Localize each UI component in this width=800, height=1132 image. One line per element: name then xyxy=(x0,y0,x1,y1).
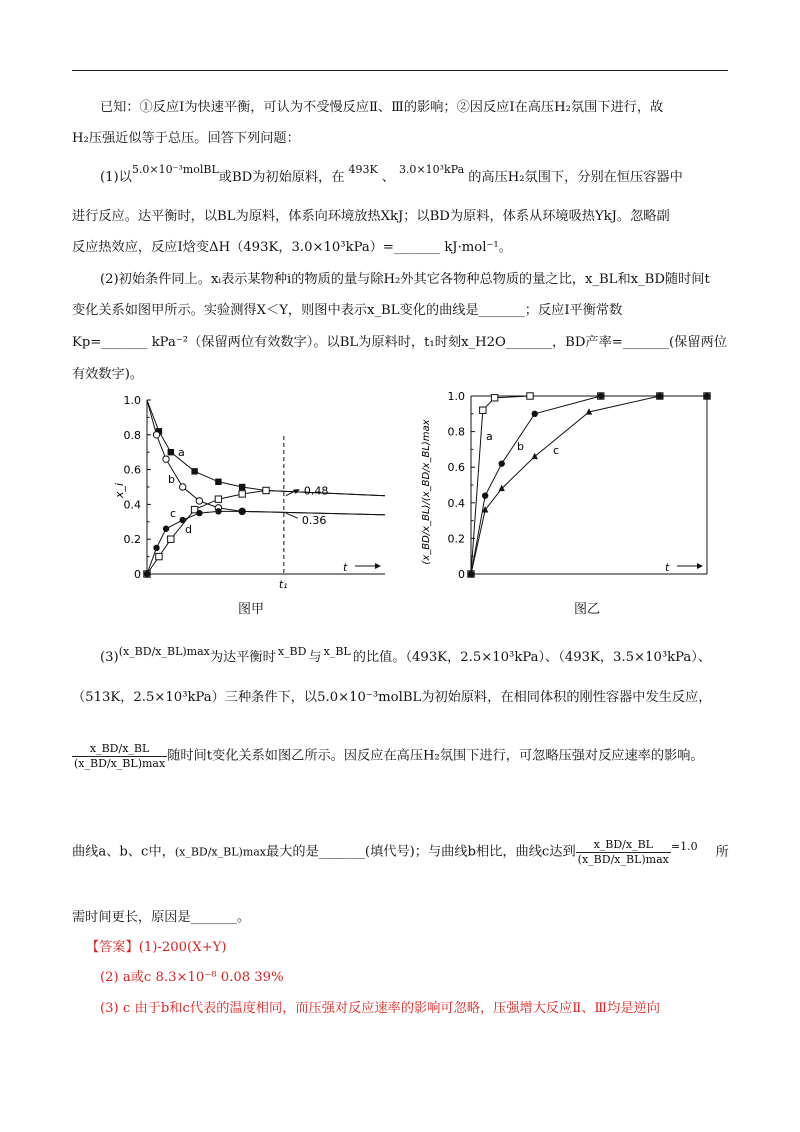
question-1-line-2: 进行反应。达平衡时，以BL为原料，体系向环境放热XkJ；以BD为原料，体系从环境吸热YkJ。忽略副 xyxy=(72,209,670,224)
question-3-line-4 xyxy=(72,838,729,867)
series-label-a: a xyxy=(486,430,493,443)
q3-xbd: x_BD xyxy=(277,645,307,658)
q1-prefix: (1)以 xyxy=(100,170,132,185)
q1-concentration: 5.0×10⁻³molBL xyxy=(131,163,219,176)
y-tick-label: 0 xyxy=(458,568,465,581)
annotation-arrow-036 xyxy=(286,513,298,518)
q3d-post: 所 xyxy=(715,844,729,860)
data-point-b xyxy=(598,393,604,399)
series-label-d: d xyxy=(185,523,192,536)
question-3-line-2: （513K，2.5×10³kPa）三种条件下，以5.0×10⁻³molBL为初始原料，在相同体积的刚性容器中发生反应， xyxy=(72,690,712,705)
x-axis-label: t xyxy=(343,561,348,574)
y-tick-label: 1.0 xyxy=(447,390,465,403)
data-point-b xyxy=(196,498,202,504)
y-tick-label: 0.6 xyxy=(447,461,465,475)
answer-2: (2) a或c 8.3×10⁻⁸ 0.08 39% xyxy=(100,970,284,985)
q1-post: 的高压H₂氛围下，分别在恒压容器中 xyxy=(468,170,683,185)
data-point-a xyxy=(191,468,197,474)
chart-fig2 xyxy=(405,388,715,600)
q3-mid: 为达平衡时 xyxy=(209,650,276,665)
data-point-c xyxy=(156,553,162,559)
q1-mid: 或BD为初始原料，在 xyxy=(218,170,345,185)
data-point-a xyxy=(239,484,245,490)
fig1-caption: 图甲 xyxy=(238,602,265,617)
paragraph-given: 已知：①反应Ⅰ为快速平衡，可认为不受慢反应Ⅱ、Ⅲ的影响；②因反应Ⅰ在高压H₂氛围下进行，故 xyxy=(100,100,664,115)
series-label-b: b xyxy=(517,440,524,453)
data-point-a xyxy=(480,407,486,413)
data-point-a xyxy=(491,395,497,401)
data-point-d xyxy=(163,526,169,532)
series-label-a: a xyxy=(178,446,185,459)
x-arrow-head xyxy=(375,563,381,569)
fig2-caption: 图乙 xyxy=(574,602,601,617)
data-point-d xyxy=(215,508,221,514)
data-point-b xyxy=(532,411,538,417)
y-tick-label: 0.6 xyxy=(123,463,141,477)
y-tick-label: 0 xyxy=(134,568,141,581)
question-2-line-3: Kp=_______ kPa⁻²（保留两位有效数字）。以BL为原料时，t₁时刻x_H2O_______，BD产率=_______(保留两位 xyxy=(72,335,727,350)
data-point-a xyxy=(527,393,533,399)
y-tick-label: 0.4 xyxy=(123,498,141,512)
y-tick-label: 0.2 xyxy=(123,533,141,547)
series-line-b xyxy=(471,396,707,574)
annotation-036: 0.36 xyxy=(301,514,327,528)
t1-label: t₁ xyxy=(278,578,288,591)
y-tick-label: 1.0 xyxy=(123,394,141,407)
data-point-b xyxy=(482,492,488,498)
series-line-a xyxy=(471,396,707,574)
y-tick-label: 0.4 xyxy=(447,496,465,510)
series-label-b: b xyxy=(168,473,175,486)
q3d-ratio-max: (x_BD/x_BL)max xyxy=(174,845,267,859)
data-point-d xyxy=(153,545,159,551)
data-point-b xyxy=(498,460,504,466)
question-3-line-5: 需时间更长，原因是_______。 xyxy=(72,910,251,925)
x-axis-label: t xyxy=(665,561,670,574)
y-tick-label: 0.8 xyxy=(123,428,141,442)
q3-xbl: x_BL xyxy=(323,645,351,658)
q1-temperature: 493K xyxy=(348,163,378,176)
question-3-line-3 xyxy=(72,742,704,771)
q3-ratio-max: (x_BD/x_BL)max xyxy=(118,645,210,658)
data-point-c xyxy=(239,491,245,497)
y-axis-label: x_i xyxy=(113,482,126,498)
q3-ratio-fraction: $\frac{x\_BD/x\_BL}{(x\_BD/x\_BL)\max}$ xyxy=(74,742,166,770)
data-point-a xyxy=(168,449,174,455)
data-point-c xyxy=(532,453,538,459)
question-2-line-2: 变化关系如图甲所示。实验测得X＜Y，则图中表示x_BL变化的曲线是_______；反应Ⅰ平衡常数 xyxy=(72,303,623,318)
q3d-eq: =1.0 xyxy=(670,839,698,853)
question-1-line-1 xyxy=(100,163,683,188)
data-point-c xyxy=(168,536,174,542)
series-label-c: c xyxy=(170,507,177,520)
series-line-c xyxy=(471,396,707,574)
data-point-c xyxy=(498,485,504,491)
q1-sep: 、 xyxy=(381,170,395,185)
series-line-c xyxy=(147,491,385,575)
question-3-line-1 xyxy=(100,645,712,668)
data-point-b xyxy=(163,456,169,462)
data-point-b xyxy=(153,432,159,438)
y-tick-label: 0.2 xyxy=(447,532,465,546)
q1-pressure: 3.0×10³kPa xyxy=(398,163,465,176)
data-point-d xyxy=(144,571,150,577)
data-point-a xyxy=(215,479,221,485)
q3-ratio-desc: 随时间t变化关系如图乙所示。因反应在高压H₂氛围下进行，可忽略压强对反应速率的影响。 xyxy=(167,748,704,764)
y-tick-label: 0.8 xyxy=(447,425,465,439)
question-1-line-3: 反应热效应，反应Ⅰ焓变ΔH（493K，3.0×10³kPa）=_______ kJ·mol⁻¹。 xyxy=(72,240,512,255)
q3d-prefix: 曲线a、b、c中， xyxy=(72,844,175,860)
chart-fig1 xyxy=(105,390,395,600)
answer-1-text: (1)-200(X+Y) xyxy=(138,940,227,955)
question-2-line-1: (2)初始条件同上。xᵢ表示某物种i的物质的量与除H₂外其它各物种总物质的量之比，x_BL和x_BD随时间t xyxy=(100,272,710,287)
q3-post: 的比值。（493K，2.5×10³kPa）、（493K，3.5×10³kPa）、 xyxy=(352,650,712,665)
answer-tag: 【答案】 xyxy=(86,940,139,955)
x-arrow-head xyxy=(697,563,703,569)
data-point-d xyxy=(239,508,245,514)
annotation-048: 0.48 xyxy=(303,484,329,498)
y-axis-label: (x_BD/x_BL)/(x_BD/x_BL)max xyxy=(421,419,432,565)
q3d-ratio-fraction: $\frac{x\_BD/x\_BL}{(x\_BD/x\_BL)\max}$ xyxy=(577,838,669,866)
answer-3: (3) c 由于b和c代表的温度相同，而压强对反应速率的影响可忽略，压强增大反应Ⅱ、Ⅲ均是逆向 xyxy=(100,1001,660,1016)
header-rule xyxy=(72,70,728,71)
answer-1 xyxy=(86,938,227,958)
q3-and: 与 xyxy=(308,650,322,665)
question-2-line-4: 有效数字)。 xyxy=(72,367,144,382)
data-point-c xyxy=(215,496,221,502)
data-point-b xyxy=(180,484,186,490)
series-label-c: c xyxy=(553,444,560,457)
data-point-d xyxy=(196,510,202,516)
q3d-mid: 最大的是_______(填代号)；与曲线b相比，曲线c达到 xyxy=(266,844,576,860)
paragraph-given-cont: H₂压强近似等于总压。回答下列问题： xyxy=(72,131,300,146)
data-point-c xyxy=(263,487,269,493)
q3-prefix: (3) xyxy=(100,650,119,665)
